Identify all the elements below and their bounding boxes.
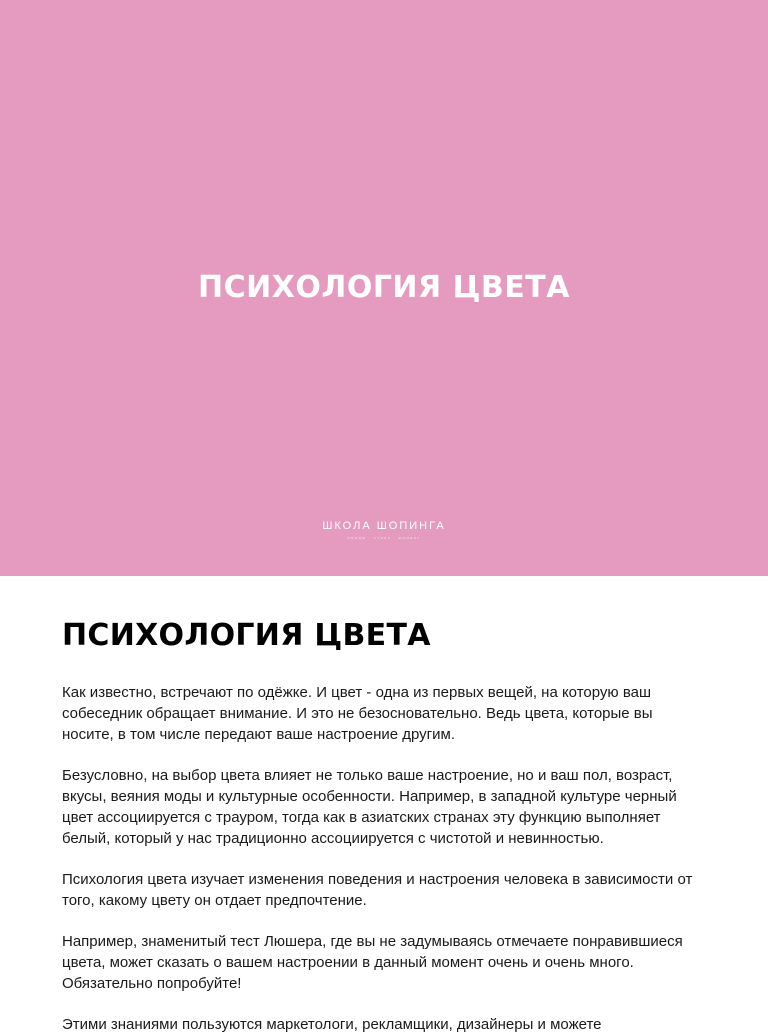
logo-text: ШКОЛА ШОПИНГА — [322, 520, 446, 532]
logo-subtext: ИМИДЖ · СТИЛЬ · ШОПИНГ — [347, 536, 421, 540]
article-paragraph: Этими знаниями пользуются маркетологи, рекламщики, дизайнеры и можете — [62, 1016, 602, 1033]
article — [0, 616, 768, 1035]
article-paragraph: Как известно, встречают по одёжке. И цвет - одна из первых вещей, на которую ваш собеседник обращает внимание. И это не безосновательно. Ведь цвета, которые вы носите, в том числе передают ваше настроение другим. — [62, 684, 653, 743]
article-paragraph: Психология цвета изучает изменения поведения и настроения человека в зависимости от того, какому цвету он отдает предпочтение. — [62, 871, 693, 909]
article-paragraph: Безусловно, на выбор цвета влияет не только ваше настроение, но и ваш пол, возраст, вкусы, веяния моды и культурные особенности. Например, в западной культуре черный цвет ассоциируется с трауром, тогда как в азиатских странах эту функцию выполняет белый, который у нас традиционно ассоциируется с чистотой и невинностью. — [62, 767, 677, 847]
hero-title: ПСИХОЛОГИЯ ЦВЕТА — [198, 270, 570, 305]
article-heading: ПСИХОЛОГИЯ ЦВЕТА — [62, 618, 431, 653]
article-paragraph: Например, знаменитый тест Люшера, где вы не задумываясь отмечаете понравившиеся цвета, может сказать о вашем настроении в данный момент очень и очень много. Обязательно попробуйте! — [62, 933, 683, 992]
school-logo — [0, 516, 768, 541]
